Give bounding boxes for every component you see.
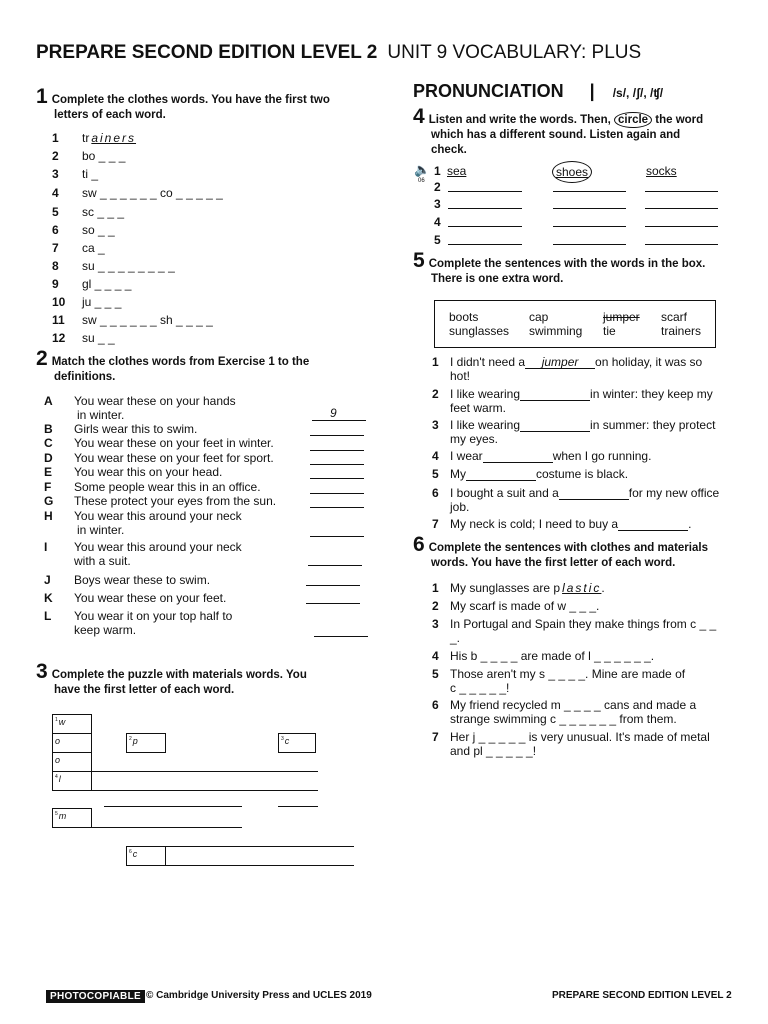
footer-level: PREPARE SECOND EDITION LEVEL 2	[552, 990, 732, 1001]
ex1-item-prefix: sw _ _ _ _ _ _ co _ _ _ _ _	[82, 186, 223, 200]
ex6-sentence-start: My scarf is made of w _ _ _.	[450, 599, 600, 613]
ex6-item-number: 6	[432, 698, 439, 712]
ex5-blank[interactable]	[520, 387, 590, 401]
ex2-item-letter: I	[44, 540, 48, 554]
ex2-definition-line1: You wear these on your hands	[74, 394, 236, 408]
ex1-item-prefix: gl _ _ _ _	[82, 277, 132, 291]
ex1-instr-line2: letters of each word.	[54, 109, 166, 121]
ex6-sentence-start: His b _ _ _ _ are made of l _ _ _ _ _ _.	[450, 649, 655, 663]
ex4-row-number: 4	[434, 215, 441, 229]
ex5-sentence	[450, 517, 691, 531]
ex1-item-text[interactable]	[82, 131, 136, 145]
ex5-item-number: 2	[432, 387, 439, 401]
ex2-definition-line1: These protect your eyes from the sun.	[74, 494, 277, 508]
puzzle-line	[104, 806, 242, 807]
ex4-instr-line1b: the word	[655, 114, 704, 126]
ex6-sentence	[450, 730, 710, 744]
ex6-number: 6	[413, 533, 425, 556]
ex2-answer-line[interactable]	[310, 464, 364, 465]
clue-letter: c	[132, 849, 138, 859]
ex2-answer-line[interactable]	[312, 406, 366, 421]
ex1-item-prefix: ju _ _ _	[82, 295, 122, 309]
ex2-item-definition	[74, 494, 276, 508]
ex5-sentence	[450, 418, 715, 432]
ex1-item-number: 3	[52, 167, 59, 181]
ex5-item-number: 1	[432, 355, 439, 369]
clue-letter: m	[58, 811, 67, 821]
ex5-instr-line1: Complete the sentences with the words in the box.	[428, 258, 706, 270]
ex2-item-letter: G	[44, 494, 54, 508]
ex4-answer-line[interactable]	[553, 208, 626, 209]
ex2-answer-line[interactable]	[308, 565, 362, 566]
ex6-sentence-cont: _.	[450, 631, 461, 645]
ex5-blank[interactable]	[483, 449, 553, 463]
ex1-item-number: 10	[52, 295, 66, 309]
ex2-item-letter: H	[44, 509, 53, 523]
puzzle-line	[166, 865, 354, 866]
puzzle-cell[interactable]: $^3$c	[278, 733, 316, 753]
ex1-item-prefix: su _ _ _ _ _ _ _ _	[82, 259, 175, 273]
ex2-instr-line1: Match the clothes words from Exercise 1 to the	[51, 356, 310, 368]
ex4-answer-line[interactable]	[448, 226, 522, 227]
ex4-row-number: 1	[434, 164, 441, 178]
ex3-instructions	[36, 661, 376, 698]
ex4-answer-line[interactable]	[448, 244, 522, 245]
ex5-sentence-end: for my new office	[628, 486, 720, 500]
ex6-item-number: 7	[432, 730, 439, 744]
ex4-answer-line[interactable]	[645, 226, 718, 227]
ex5-item-number: 7	[432, 517, 439, 531]
ex1-item-text[interactable]	[82, 331, 115, 345]
ex5-sentence-start: My neck is cold; I need to buy a	[450, 517, 619, 531]
ex3-instr-line1: Complete the puzzle with materials words. You	[51, 669, 307, 681]
clue-letter: c	[284, 736, 290, 746]
pronunciation-separator: |	[589, 81, 595, 101]
ex5-sentence-end: in winter: they keep my	[590, 387, 713, 401]
ex2-item-definition	[74, 609, 232, 637]
ex2-answer-line[interactable]	[306, 585, 360, 586]
ex1-item-text[interactable]	[82, 313, 213, 327]
ex5-sentence-end: in summer: they protect	[590, 418, 716, 432]
ex2-item-definition	[74, 480, 261, 494]
ex2-number: 2	[36, 347, 48, 370]
ex4-answer-line[interactable]	[645, 208, 718, 209]
ex1-item-prefix: tr	[82, 131, 90, 145]
ex1-instructions	[36, 86, 376, 123]
ex4-number: 4	[413, 105, 425, 128]
puzzle-cell[interactable]: $^2$p	[126, 733, 166, 753]
ex2-definition-line2: keep warm.	[74, 623, 137, 637]
ex1-item-text[interactable]	[82, 223, 115, 237]
ex2-definition-line1: Some people wear this in an office.	[74, 480, 261, 494]
ex4-row-number: 2	[434, 180, 441, 194]
ex2-item-letter: L	[44, 609, 52, 623]
ex1-number: 1	[36, 85, 48, 108]
ex5-sentence-cont: job.	[450, 500, 470, 514]
ex1-item-text[interactable]	[82, 259, 175, 273]
ex2-item-definition	[74, 394, 236, 422]
ex5-sentence-end: when I go running.	[552, 449, 652, 463]
ex6-item-number: 5	[432, 667, 439, 681]
ex5-sentence-cont: hot!	[450, 369, 471, 383]
ex6-sentence-start: My friend recycled m _ _ _ _ cans and made a	[450, 698, 697, 712]
ex2-item-letter: J	[44, 573, 51, 587]
ex2-item-definition	[74, 591, 226, 605]
ex1-item-text[interactable]	[82, 167, 98, 181]
page-title	[36, 42, 641, 64]
ex4-answer-line[interactable]	[553, 226, 626, 227]
ex6-sentence	[450, 649, 654, 663]
ex2-answer-line[interactable]	[310, 493, 364, 494]
ex6-instructions	[413, 534, 763, 571]
puzzle-cell[interactable]: $^5$m	[52, 808, 92, 828]
ex6-sentence	[450, 698, 696, 712]
ex5-sentence-end: .	[688, 517, 692, 531]
box-word: sunglasses	[449, 324, 510, 338]
ex2-definition-line2: in winter.	[77, 408, 125, 422]
ex2-item-definition	[74, 573, 210, 587]
box-word: swimming	[529, 324, 583, 338]
ex2-item-letter: B	[44, 422, 53, 436]
ex2-definition-line1: You wear this around your neck	[74, 540, 242, 554]
ex5-sentence-cont: feet warm.	[450, 401, 507, 415]
photocopiable-badge: PHOTOCOPIABLE	[46, 990, 145, 1003]
ex6-answer: lastic	[562, 581, 602, 595]
ex2-definition-line1: You wear these on your feet in winter.	[74, 436, 274, 450]
ex4-instr-line2: which has a different sound. Listen again and	[431, 129, 681, 141]
ex2-definition-line1: Girls wear this to swim.	[74, 422, 198, 436]
ex5-sentence-end: costume is black.	[536, 467, 629, 481]
word-box	[434, 300, 716, 348]
ex2-answer-line[interactable]	[310, 478, 364, 479]
ex4-answer-line[interactable]	[645, 244, 718, 245]
puzzle-line	[278, 806, 318, 807]
ex6-sentence-start: In Portugal and Spain they make things from c _ _	[450, 617, 717, 631]
ex2-answer-line[interactable]	[306, 603, 360, 604]
puzzle-line	[166, 846, 354, 847]
ex2-item-definition	[74, 436, 274, 450]
ex1-item-text[interactable]	[82, 149, 125, 163]
ex5-sentence-start: My	[450, 467, 466, 481]
ex5-blank[interactable]	[618, 517, 688, 531]
ex5-blank[interactable]	[520, 418, 590, 432]
ex2-item-letter: F	[44, 480, 52, 494]
ex5-sentence	[450, 387, 713, 401]
ex1-item-number: 5	[52, 205, 59, 219]
ex1-item-text[interactable]	[82, 295, 121, 309]
ex5-sentence	[450, 467, 628, 481]
ex2-item-definition	[74, 465, 222, 479]
ex1-item-prefix: su _ _	[82, 331, 115, 345]
ex6-sentence	[450, 599, 599, 613]
audio-speaker-icon[interactable]: 🔈	[414, 162, 431, 177]
ex5-item-number: 6	[432, 486, 439, 500]
ex4-answer-line[interactable]	[553, 244, 626, 245]
ex1-item-prefix: sw _ _ _ _ _ _ sh _ _ _ _	[82, 313, 213, 327]
ex2-item-letter: K	[44, 591, 53, 605]
ex5-sentence-end: on holiday, it was so	[595, 355, 703, 369]
ex5-blank[interactable]	[466, 467, 536, 481]
ex2-definition-line1: You wear these on your feet.	[74, 591, 227, 605]
ex6-instr-line1: Complete the sentences with clothes and materials	[428, 542, 708, 554]
ex2-answer-line[interactable]	[310, 450, 364, 451]
title-main: PREPARE SECOND EDITION LEVEL 2	[36, 42, 378, 63]
ex2-item-definition	[74, 451, 274, 465]
ex1-item-number: 1	[52, 131, 59, 145]
pronunciation-label: PRONUNCIATION	[413, 81, 564, 101]
ex2-answer-line[interactable]	[314, 636, 368, 637]
ex4-circle-word: circle	[614, 112, 652, 128]
ex5-blank[interactable]	[525, 355, 595, 369]
ex6-sentence	[450, 581, 605, 595]
ex1-item-prefix: ca _	[82, 241, 105, 255]
puzzle-cell[interactable]: o	[52, 752, 92, 772]
ex1-item-number: 11	[52, 313, 65, 327]
ex2-item-definition	[74, 540, 242, 568]
ex4-instr-line3: check.	[431, 144, 467, 156]
ex2-definition-line1: You wear these on your feet for sport.	[74, 451, 274, 465]
box-word: scarf	[661, 310, 688, 324]
ex4-row-number: 3	[434, 197, 441, 211]
ex4-instr-line1: Listen and write the words. Then,	[428, 114, 611, 126]
ex4-row-number: 5	[434, 233, 441, 247]
ex5-sentence	[450, 355, 702, 369]
ex5-blank[interactable]	[559, 486, 629, 500]
ex5-sentence	[450, 449, 651, 463]
ex6-item-number: 2	[432, 599, 439, 613]
puzzle-cell[interactable]: $^6$c	[126, 846, 166, 866]
puzzle-line	[92, 790, 318, 791]
clue-letter: w	[58, 717, 66, 727]
ex6-item-number: 3	[432, 617, 439, 631]
ex2-answer-line[interactable]	[310, 435, 364, 436]
box-word: boots	[449, 310, 479, 324]
ex6-sentence-cont: strange swimming c _ _ _ _ _ _ from them.	[450, 712, 677, 726]
puzzle-cell[interactable]: o	[52, 733, 92, 753]
ex2-definition-line1: You wear this around your neck	[74, 509, 242, 523]
ex5-answer: jumper	[541, 355, 579, 369]
ex5-sentence	[450, 486, 719, 500]
clue-letter: p	[132, 736, 138, 746]
puzzle-cell[interactable]: $^4$l	[52, 771, 92, 791]
ex6-sentence-cont: c _ _ _ _ _!	[450, 681, 510, 695]
ex5-instructions	[413, 250, 763, 287]
ex2-definition-line2: in winter.	[77, 523, 125, 537]
ex5-sentence-start: I like wearing	[450, 418, 521, 432]
ex2-item-definition	[74, 422, 197, 436]
ex3-number: 3	[36, 660, 48, 683]
ex2-item-letter: C	[44, 436, 53, 450]
box-word: tie	[603, 324, 616, 338]
ex1-item-number: 8	[52, 259, 59, 273]
ex2-item-letter: D	[44, 451, 53, 465]
ex5-item-number: 4	[432, 449, 439, 463]
ex6-sentence	[450, 667, 685, 681]
ex1-item-prefix: sc _ _ _	[82, 205, 125, 219]
ex5-number: 5	[413, 249, 425, 272]
ex1-item-number: 2	[52, 149, 59, 163]
ex1-item-answer: ainers	[91, 131, 137, 145]
puzzle-line	[92, 827, 242, 828]
ex4-answer-line[interactable]	[645, 191, 718, 192]
ex4-answer-line[interactable]	[448, 191, 522, 192]
ex4-answer-line[interactable]	[448, 208, 522, 209]
ex2-answer: 9	[330, 406, 337, 420]
ex4-instructions	[413, 106, 753, 158]
ex5-instr-line2: There is one extra word.	[431, 273, 564, 285]
ex5-sentence-start: I didn't need a	[450, 355, 526, 369]
ex6-item-number: 1	[432, 581, 439, 595]
copyright-notice: © Cambridge University Press and UCLES 2019	[146, 990, 372, 1001]
ex1-item-prefix: bo _ _ _	[82, 149, 126, 163]
puzzle-line	[92, 771, 318, 772]
ex4-word-shoes: shoes	[556, 165, 589, 179]
ex2-instructions	[36, 348, 376, 385]
ex2-definition-line1: You wear it on your top half to	[74, 609, 233, 623]
ex4-word-sea: sea	[447, 164, 467, 178]
box-word: cap	[529, 310, 549, 324]
pronunciation-ipa: /s/, /ʃ/, /ʧ/	[612, 86, 664, 100]
ex2-item-definition	[74, 509, 242, 537]
ex2-answer-line[interactable]	[310, 507, 364, 508]
ex2-definition-line1: Boys wear these to swim.	[74, 573, 211, 587]
clue-letter: l	[58, 774, 61, 784]
ex4-answer-line[interactable]	[553, 191, 626, 192]
box-word: trainers	[661, 324, 702, 338]
ex2-item-letter: A	[44, 394, 53, 408]
ex4-word-socks: socks	[646, 164, 677, 178]
ex1-instr-line1: Complete the clothes words. You have the first two	[51, 94, 330, 106]
ex1-item-prefix: ti _	[82, 167, 99, 181]
ex1-item-number: 7	[52, 241, 59, 255]
ex1-item-text[interactable]	[82, 277, 131, 291]
pronunciation-heading	[413, 81, 663, 102]
ex4-circled-word	[552, 161, 592, 183]
ex1-item-number: 12	[52, 331, 66, 345]
ex1-item-number: 6	[52, 223, 59, 237]
ex3-instr-line2: have the first letter of each word.	[54, 684, 235, 696]
ex5-sentence-start: I like wearing	[450, 387, 521, 401]
ex1-item-number: 4	[52, 186, 59, 200]
ex6-sentence-start: Those aren't my s _ _ _ _. Mine are made of	[450, 667, 686, 681]
ex2-item-letter: E	[44, 465, 53, 479]
puzzle-cell[interactable]: $^1$w	[52, 714, 92, 734]
ex5-sentence-start: I bought a suit and a	[450, 486, 559, 500]
ex2-definition-line1: You wear this on your head.	[74, 465, 223, 479]
ex5-sentence-cont: my eyes.	[450, 432, 499, 446]
ex6-sentence-end: .	[601, 581, 605, 595]
ex2-instr-line2: definitions.	[54, 371, 116, 383]
ex1-item-prefix: so _ _	[82, 223, 115, 237]
ex6-sentence	[450, 617, 716, 631]
ex6-item-number: 4	[432, 649, 439, 663]
ex6-sentence-start: My sunglasses are p	[450, 581, 561, 595]
ex2-answer-line[interactable]	[310, 536, 364, 537]
ex1-item-text[interactable]	[82, 241, 105, 255]
ex6-sentence-start: Her j _ _ _ _ _ is very unusual. It's made of metal	[450, 730, 710, 744]
ex5-item-number: 3	[432, 418, 439, 432]
ex1-item-text[interactable]	[82, 205, 124, 219]
ex6-instr-line2: words. You have the first letter of each word.	[431, 557, 676, 569]
ex1-item-text[interactable]	[82, 186, 223, 200]
title-sub: UNIT 9 VOCABULARY: PLUS	[387, 42, 642, 63]
ex5-sentence-start: I wear	[450, 449, 483, 463]
ex5-item-number: 5	[432, 467, 439, 481]
ex2-definition-line2: with a suit.	[74, 554, 131, 568]
box-word-used: jumper	[603, 310, 640, 324]
audio-track-number: 06	[418, 178, 425, 184]
ex6-sentence-cont: and pl _ _ _ _ _!	[450, 744, 537, 758]
ex1-item-number: 9	[52, 277, 59, 291]
